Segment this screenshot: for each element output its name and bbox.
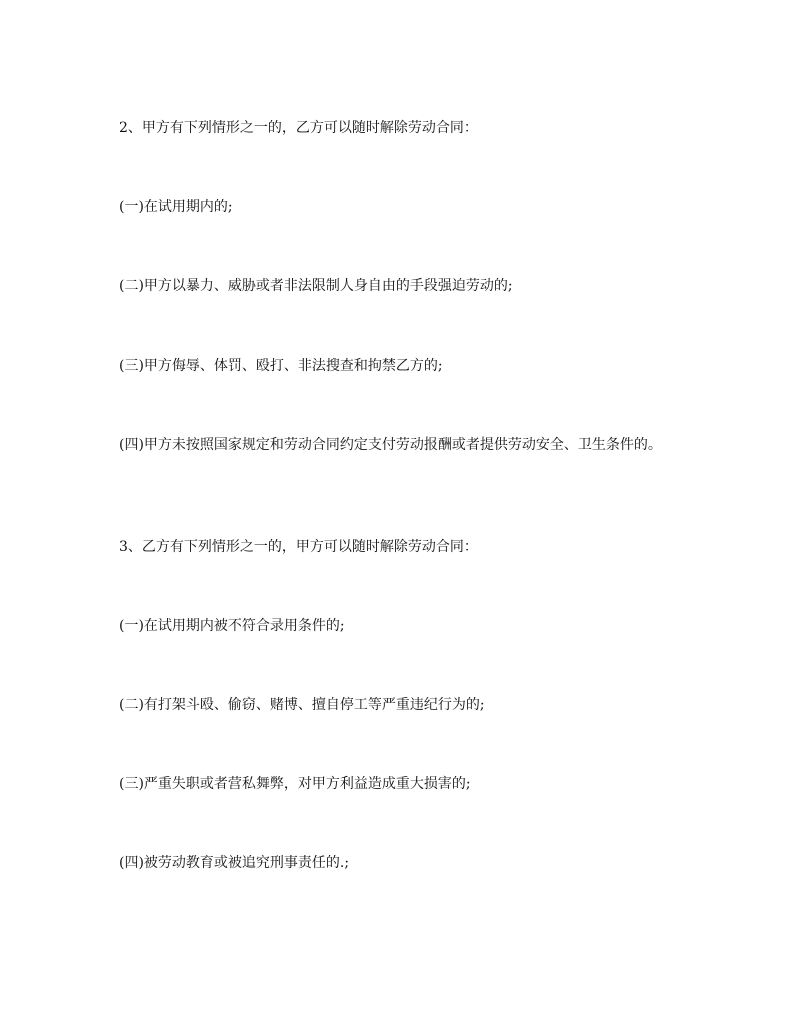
clause-3-item-4: (四)被劳动教育或被追究刑事责任的.; xyxy=(119,855,350,871)
clause-3-item-1: (一)在试用期内被不符合录用条件的; xyxy=(119,618,345,634)
clause-2-item-3: (三)甲方侮辱、体罚、殴打、非法搜查和拘禁乙方的; xyxy=(119,358,443,374)
clause-2-item-2: (二)甲方以暴力、威胁或者非法限制人身自由的手段强迫劳动的; xyxy=(119,278,513,294)
clause-3-item-3: (三)严重失职或者营私舞弊，对甲方利益造成重大损害的; xyxy=(119,776,471,792)
clause-2-item-4: (四)甲方未按照国家规定和劳动合同约定支付劳动报酬或者提供劳动安全、卫生条件的。 xyxy=(119,437,662,453)
clause-3-item-2: (二)有打架斗殴、偷窃、赌博、擅自停工等严重违纪行为的; xyxy=(119,697,485,713)
clause-3-heading: 3、乙方有下列情形之一的，甲方可以随时解除劳动合同： xyxy=(119,539,478,555)
clause-2-heading: 2、甲方有下列情形之一的，乙方可以随时解除劳动合同： xyxy=(119,120,478,136)
clause-2-item-1: (一)在试用期内的; xyxy=(119,199,233,215)
